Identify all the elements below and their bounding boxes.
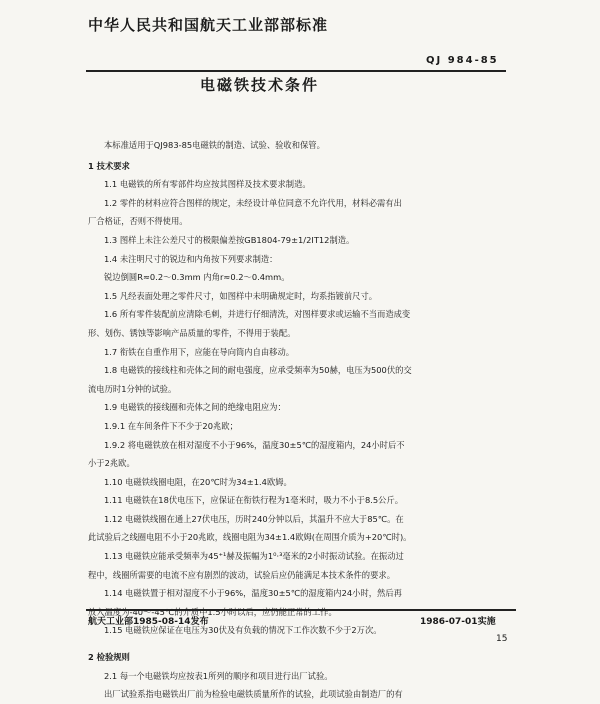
clause-paragraph: 1.8 电磁铁的接线柱和壳体之间的耐电强度，应承受频率为50赫，电压为500伏的交 [104, 365, 412, 376]
clause-paragraph: 1.12 电磁铁线圈在通上27伏电压，历时240分钟以后，其温升不应大于85℃。在 [104, 513, 404, 524]
clause-paragraph: 1.14 电磁铁置于相对湿度不小于96%，温度30±5℃的湿度箱内24小时，然后再 [104, 588, 402, 599]
header-rule [86, 70, 506, 72]
clause-paragraph: 1.9 电磁铁的接线圈和壳体之间的绝缘电阻应为： [104, 402, 286, 413]
document-title: 电磁铁技术条件 [200, 76, 320, 94]
clause-paragraph: 1.4 未注明尺寸的锐边和内角按下列要求制造： [104, 253, 278, 264]
clause-paragraph: 1.9.1 在车间条件下不少于20兆欧； [104, 420, 238, 431]
section-heading: 1 技术要求 [88, 160, 130, 171]
clause-paragraph: 1.6 所有零件装配前应清除毛刺，并进行仔细清洗，对图样要求或运输不当而造成变 [104, 309, 411, 320]
clause-paragraph: 1.13 电磁铁应能承受频率为45⁺¹赫及振幅为1⁰⋅³毫米的2小时振动试验。在振动过 [104, 551, 404, 562]
issue-date: 航天工业部1985-08-14发布 [88, 617, 209, 627]
clause-continuation: 此试验后之线圈电阻不小于20兆欧，线圈电阻为34±1.4欧姆(在周围介质为+20℃时)。 [88, 532, 412, 543]
clause-paragraph: 1.7 衔铁在自重作用下，应能在导向筒内自由移动。 [104, 346, 295, 357]
clause-continuation: 流电历时1分钟的试验。 [88, 383, 177, 394]
clause-paragraph: 1.3 图样上未注公差尺寸的极限偏差按GB1804-79±1/2IT12制造。 [104, 234, 355, 245]
effective-date: 1986-07-01实施 [420, 617, 496, 627]
clause-paragraph: 1.15 电磁铁应保证在电压为30伏及有负载的情况下工作次数不少于2万次。 [104, 625, 382, 636]
clause-continuation: 放入温度为-40～-45℃的介质中1.5小时以后，应仍能正常的工作。 [88, 606, 337, 617]
clause-paragraph: 1.2 零件的材料应符合图样的规定，未经设计单位同意不允许代用，材料必需有出 [104, 197, 402, 208]
footer-rule [86, 609, 516, 611]
clause-paragraph: 1.5 凡经表面处理之零件尺寸，如图样中未明确规定时，均系指镀前尺寸。 [104, 290, 378, 301]
clause-paragraph: 1.11 电磁铁在18伏电压下，应保证在衔铁行程为1毫米时，吸力不小于8.5公斤。 [104, 495, 404, 506]
clause-paragraph: 1.10 电磁铁线圈电阻，在20℃时为34±1.4欧姆。 [104, 476, 292, 487]
clause-detail: 锐边倒圆R≈0.2～0.3mm 内角r≈0.2～0.4mm。 [104, 272, 290, 283]
clause-paragraph: 1.9.2 将电磁铁放在相对湿度不小于96%，温度30±5℃的湿度箱内，24小时后不 [104, 439, 405, 450]
clause-paragraph: 出厂试验系指电磁铁出厂前为检验电磁铁质量所作的试验，此项试验由制造厂的有 [104, 689, 403, 700]
clause-continuation: 程中，线圈所需要的电流不应有剧烈的波动，试验后应仍能满足本技术条件的要求。 [88, 569, 395, 580]
issuing-organization: 中华人民共和国航天工业部部标准 [88, 16, 329, 34]
clause-paragraph: 1.1 电磁铁的所有零部件均应按其图样及技术要求制造。 [104, 179, 311, 190]
scope-paragraph: 本标准适用于QJ983-85电磁铁的制造、试验、验收和保管。 [104, 140, 325, 150]
clause-continuation: 小于2兆欧。 [88, 458, 135, 469]
page-number: 15 [496, 634, 508, 644]
clause-paragraph: 2.1 每一个电磁铁均应按表1所列的顺序和项目进行出厂试验。 [104, 670, 333, 681]
clause-continuation: 厂合格证，否则不得使用。 [88, 216, 188, 227]
clause-continuation: 形、划伤、锈蚀等影响产品质量的零件，不得用于装配。 [88, 327, 296, 338]
section-heading: 2 检验规则 [88, 652, 130, 663]
standard-code: QJ 984-85 [426, 55, 499, 66]
